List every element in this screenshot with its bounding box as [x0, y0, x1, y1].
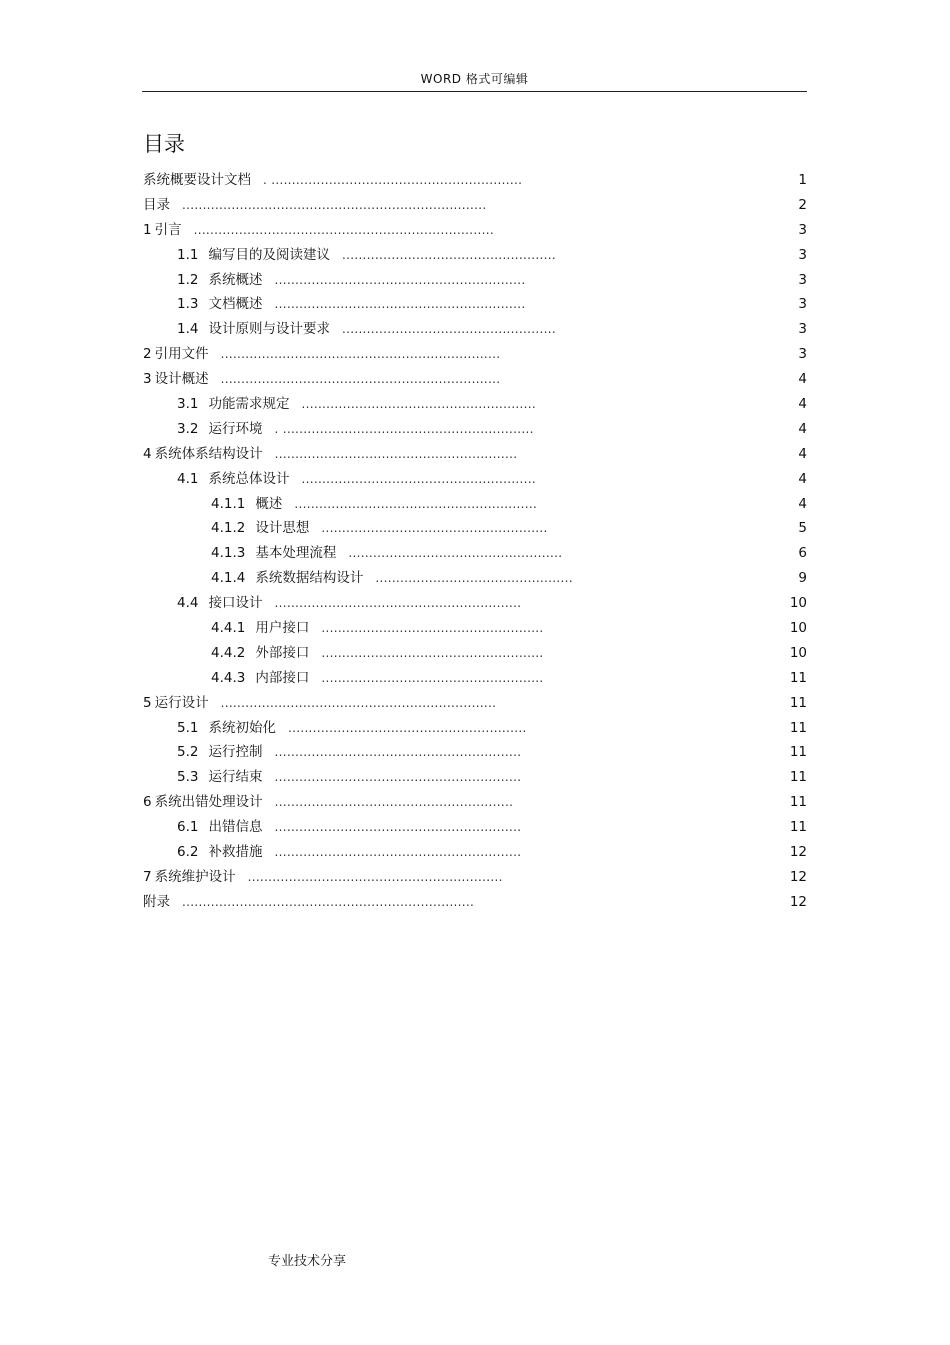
table-of-contents: [143, 168, 807, 915]
toc-entry-number: 4.1.4: [211, 570, 246, 587]
toc-entry-label: 用户接口: [255, 620, 310, 637]
toc-entry-number: 3.2: [177, 420, 199, 437]
toc-entry-number: 4.1.2: [211, 520, 246, 537]
toc-entry[interactable]: [143, 292, 807, 317]
toc-entry-page-number: 4: [798, 396, 807, 413]
toc-entry-page-number: 11: [789, 794, 807, 811]
toc-entry-number: 6.1: [177, 819, 199, 836]
toc-leader-dots: ....................................................: [348, 546, 563, 561]
toc-entry-page-number: 11: [789, 694, 807, 711]
toc-entry-number: 5: [143, 694, 152, 711]
toc-entry[interactable]: [143, 243, 807, 268]
toc-entry-label: 文档概述: [208, 296, 263, 313]
toc-entry-number: 5.2: [177, 744, 199, 761]
page-header: WORD 格式可编辑: [420, 72, 529, 86]
toc-entry-page-number: 1: [798, 172, 807, 188]
toc-entry[interactable]: [143, 691, 807, 716]
toc-entry-page-number: 2: [798, 196, 807, 213]
toc-entry-number: 4.4.1: [211, 620, 246, 637]
toc-entry-label: 功能需求规定: [208, 396, 290, 413]
toc-entry[interactable]: [143, 218, 807, 243]
toc-entry[interactable]: [143, 865, 807, 890]
toc-entry-number: 4.1.1: [211, 495, 246, 512]
toc-leader-dots: ......................................................: [321, 645, 544, 660]
toc-entry-page-number: 11: [789, 819, 807, 836]
toc-entry-page-number: 12: [789, 844, 807, 861]
toc-leader-dots: . .............................................................: [274, 421, 534, 436]
toc-entry[interactable]: [143, 765, 807, 790]
toc-leader-dots: ............................................................: [274, 845, 522, 860]
toc-leader-dots: ..............................................................: [247, 869, 503, 884]
toc-leader-dots: ............................................................: [274, 745, 522, 760]
toc-entry-number: 2: [143, 346, 152, 363]
toc-entry[interactable]: [143, 616, 807, 641]
toc-entry-page-number: 3: [798, 246, 807, 263]
toc-entry[interactable]: [143, 790, 807, 815]
toc-entry[interactable]: [143, 716, 807, 741]
toc-entry-number: 4.1.3: [211, 545, 246, 562]
toc-entry-label: 系统体系结构设计: [154, 445, 263, 462]
toc-entry[interactable]: [143, 541, 807, 566]
toc-entry-label: 系统总体设计: [208, 470, 290, 487]
toc-entry-label: 概述: [255, 495, 283, 512]
toc-entry[interactable]: [143, 193, 807, 218]
toc-entry-number: 4.4.2: [211, 644, 246, 661]
toc-leader-dots: ..........................................................: [287, 720, 527, 735]
toc-leader-dots: .........................................................................: [193, 222, 494, 237]
toc-entry-label: 设计思想: [255, 520, 310, 537]
toc-leader-dots: .............................................................: [274, 272, 526, 287]
toc-leader-dots: ....................................................: [341, 322, 556, 337]
toc-entry-label: 外部接口: [255, 644, 310, 661]
toc-entry[interactable]: [143, 566, 807, 591]
toc-entry-label: 系统维护设计: [154, 868, 236, 885]
toc-entry-label: 补救措施: [208, 844, 263, 861]
toc-entry-label: 引用文件: [154, 346, 209, 363]
toc-leader-dots: ..........................................................................: [182, 197, 487, 212]
toc-entry-page-number: 4: [798, 445, 807, 462]
toc-entry[interactable]: [143, 641, 807, 666]
toc-entry-label: 编写目的及阅读建议: [208, 246, 330, 263]
toc-leader-dots: .........................................................: [301, 397, 537, 412]
toc-entry-page-number: 4: [798, 371, 807, 388]
toc-entry-page-number: 12: [789, 893, 807, 910]
toc-leader-dots: .............................................................: [274, 297, 526, 312]
toc-leader-dots: ..........................................................: [274, 795, 514, 810]
toc-entry-page-number: 10: [789, 644, 807, 661]
toc-entry-label: 运行结束: [208, 769, 263, 786]
toc-entry-number: 1.2: [177, 271, 199, 288]
toc-entry-page-number: 5: [798, 520, 807, 537]
toc-entry-page-number: 10: [789, 620, 807, 637]
toc-entry-page-number: 10: [789, 595, 807, 612]
toc-entry-label: 系统初始化: [208, 719, 276, 736]
toc-entry[interactable]: [143, 740, 807, 765]
toc-entry-label: 设计原则与设计要求: [208, 321, 330, 338]
toc-entry-label: 运行设计: [154, 694, 209, 711]
toc-leader-dots: ......................................................: [321, 621, 544, 636]
toc-entry[interactable]: [143, 815, 807, 840]
toc-entry-number: 3.1: [177, 396, 199, 413]
toc-entry[interactable]: [143, 442, 807, 467]
toc-entry-label: 基本处理流程: [255, 545, 337, 562]
toc-entry-label: 系统数据结构设计: [255, 570, 364, 587]
toc-leader-dots: ...........................................................: [274, 446, 518, 461]
toc-leader-dots: .........................................................: [301, 471, 537, 486]
toc-entry[interactable]: [143, 417, 807, 442]
toc-entry-page-number: 11: [789, 744, 807, 761]
toc-entry-number: 4: [143, 445, 152, 462]
toc-entry[interactable]: [143, 268, 807, 293]
toc-entry[interactable]: [143, 317, 807, 342]
toc-entry[interactable]: [143, 342, 807, 367]
toc-entry[interactable]: [143, 467, 807, 492]
toc-leader-dots: ............................................................: [274, 770, 522, 785]
toc-entry-label: 内部接口: [255, 669, 310, 686]
toc-entry-label: 目录: [143, 196, 170, 213]
toc-entry-number: 1.3: [177, 296, 199, 313]
toc-entry-number: 6.2: [177, 844, 199, 861]
toc-entry-number: 1.4: [177, 321, 199, 338]
toc-leader-dots: . .............................................................: [263, 173, 523, 187]
toc-entry[interactable]: [143, 168, 807, 193]
toc-leader-dots: ....................................................: [341, 247, 556, 262]
toc-entry[interactable]: [143, 367, 807, 392]
toc-leader-dots: .......................................................................: [182, 894, 475, 909]
toc-entry-number: 7: [143, 868, 152, 885]
toc-entry-page-number: 3: [798, 221, 807, 238]
toc-entry-page-number: 3: [798, 271, 807, 288]
toc-entry-number: 4.4.3: [211, 669, 246, 686]
toc-entry[interactable]: [143, 516, 807, 541]
toc-entry-page-number: 11: [789, 769, 807, 786]
toc-entry-label: 引言: [154, 221, 182, 238]
toc-leader-dots: ...........................................................: [294, 496, 538, 511]
toc-entry-page-number: 9: [798, 570, 807, 587]
toc-entry-page-number: 4: [798, 420, 807, 437]
toc-entry[interactable]: [143, 392, 807, 417]
toc-leader-dots: ......................................................: [321, 670, 544, 685]
toc-entry-label: 系统概要设计文档: [143, 172, 251, 188]
toc-leader-dots: .......................................................: [321, 521, 548, 536]
page-footer: 专业技术分享: [268, 1254, 347, 1269]
toc-entry-page-number: 11: [789, 669, 807, 686]
toc-entry[interactable]: [143, 492, 807, 517]
toc-entry-number: 3: [143, 371, 152, 388]
header-divider: [142, 91, 807, 92]
toc-entry-page-number: 11: [789, 719, 807, 736]
toc-entry-label: 系统概述: [208, 271, 263, 288]
toc-leader-dots: ............................................................: [274, 820, 522, 835]
toc-entry-label: 运行控制: [208, 744, 263, 761]
toc-entry-number: 5.3: [177, 769, 199, 786]
toc-entry-page-number: 12: [789, 868, 807, 885]
toc-entry-page-number: 3: [798, 346, 807, 363]
toc-entry-label: 接口设计: [208, 595, 263, 612]
toc-leader-dots: ....................................................................: [220, 372, 501, 387]
toc-entry-number: 4.4: [177, 595, 199, 612]
toc-leader-dots: ................................................: [375, 571, 573, 586]
toc-leader-dots: ............................................................: [274, 596, 522, 611]
toc-entry-number: 5.1: [177, 719, 199, 736]
toc-entry-label: 设计概述: [154, 371, 209, 388]
toc-entry-number: 6: [143, 794, 152, 811]
toc-entry-page-number: 3: [798, 321, 807, 338]
toc-entry-label: 附录: [143, 893, 170, 910]
toc-entry[interactable]: [143, 666, 807, 691]
toc-entry-label: 运行环境: [208, 420, 263, 437]
toc-entry-page-number: 4: [798, 470, 807, 487]
toc-entry-number: 1: [143, 221, 152, 238]
toc-entry-page-number: 6: [798, 545, 807, 562]
toc-entry-page-number: 4: [798, 495, 807, 512]
toc-entry[interactable]: [143, 890, 807, 915]
toc-entry-label: 出错信息: [208, 819, 263, 836]
toc-leader-dots: ...................................................................: [220, 695, 497, 710]
toc-entry[interactable]: [143, 840, 807, 865]
toc-entry-number: 1.1: [177, 246, 199, 263]
toc-title: 目录: [143, 132, 185, 156]
toc-entry-page-number: 3: [798, 296, 807, 313]
toc-leader-dots: ....................................................................: [220, 347, 501, 362]
toc-entry-label: 系统出错处理设计: [154, 794, 263, 811]
toc-entry[interactable]: [143, 591, 807, 616]
toc-entry-number: 4.1: [177, 470, 199, 487]
